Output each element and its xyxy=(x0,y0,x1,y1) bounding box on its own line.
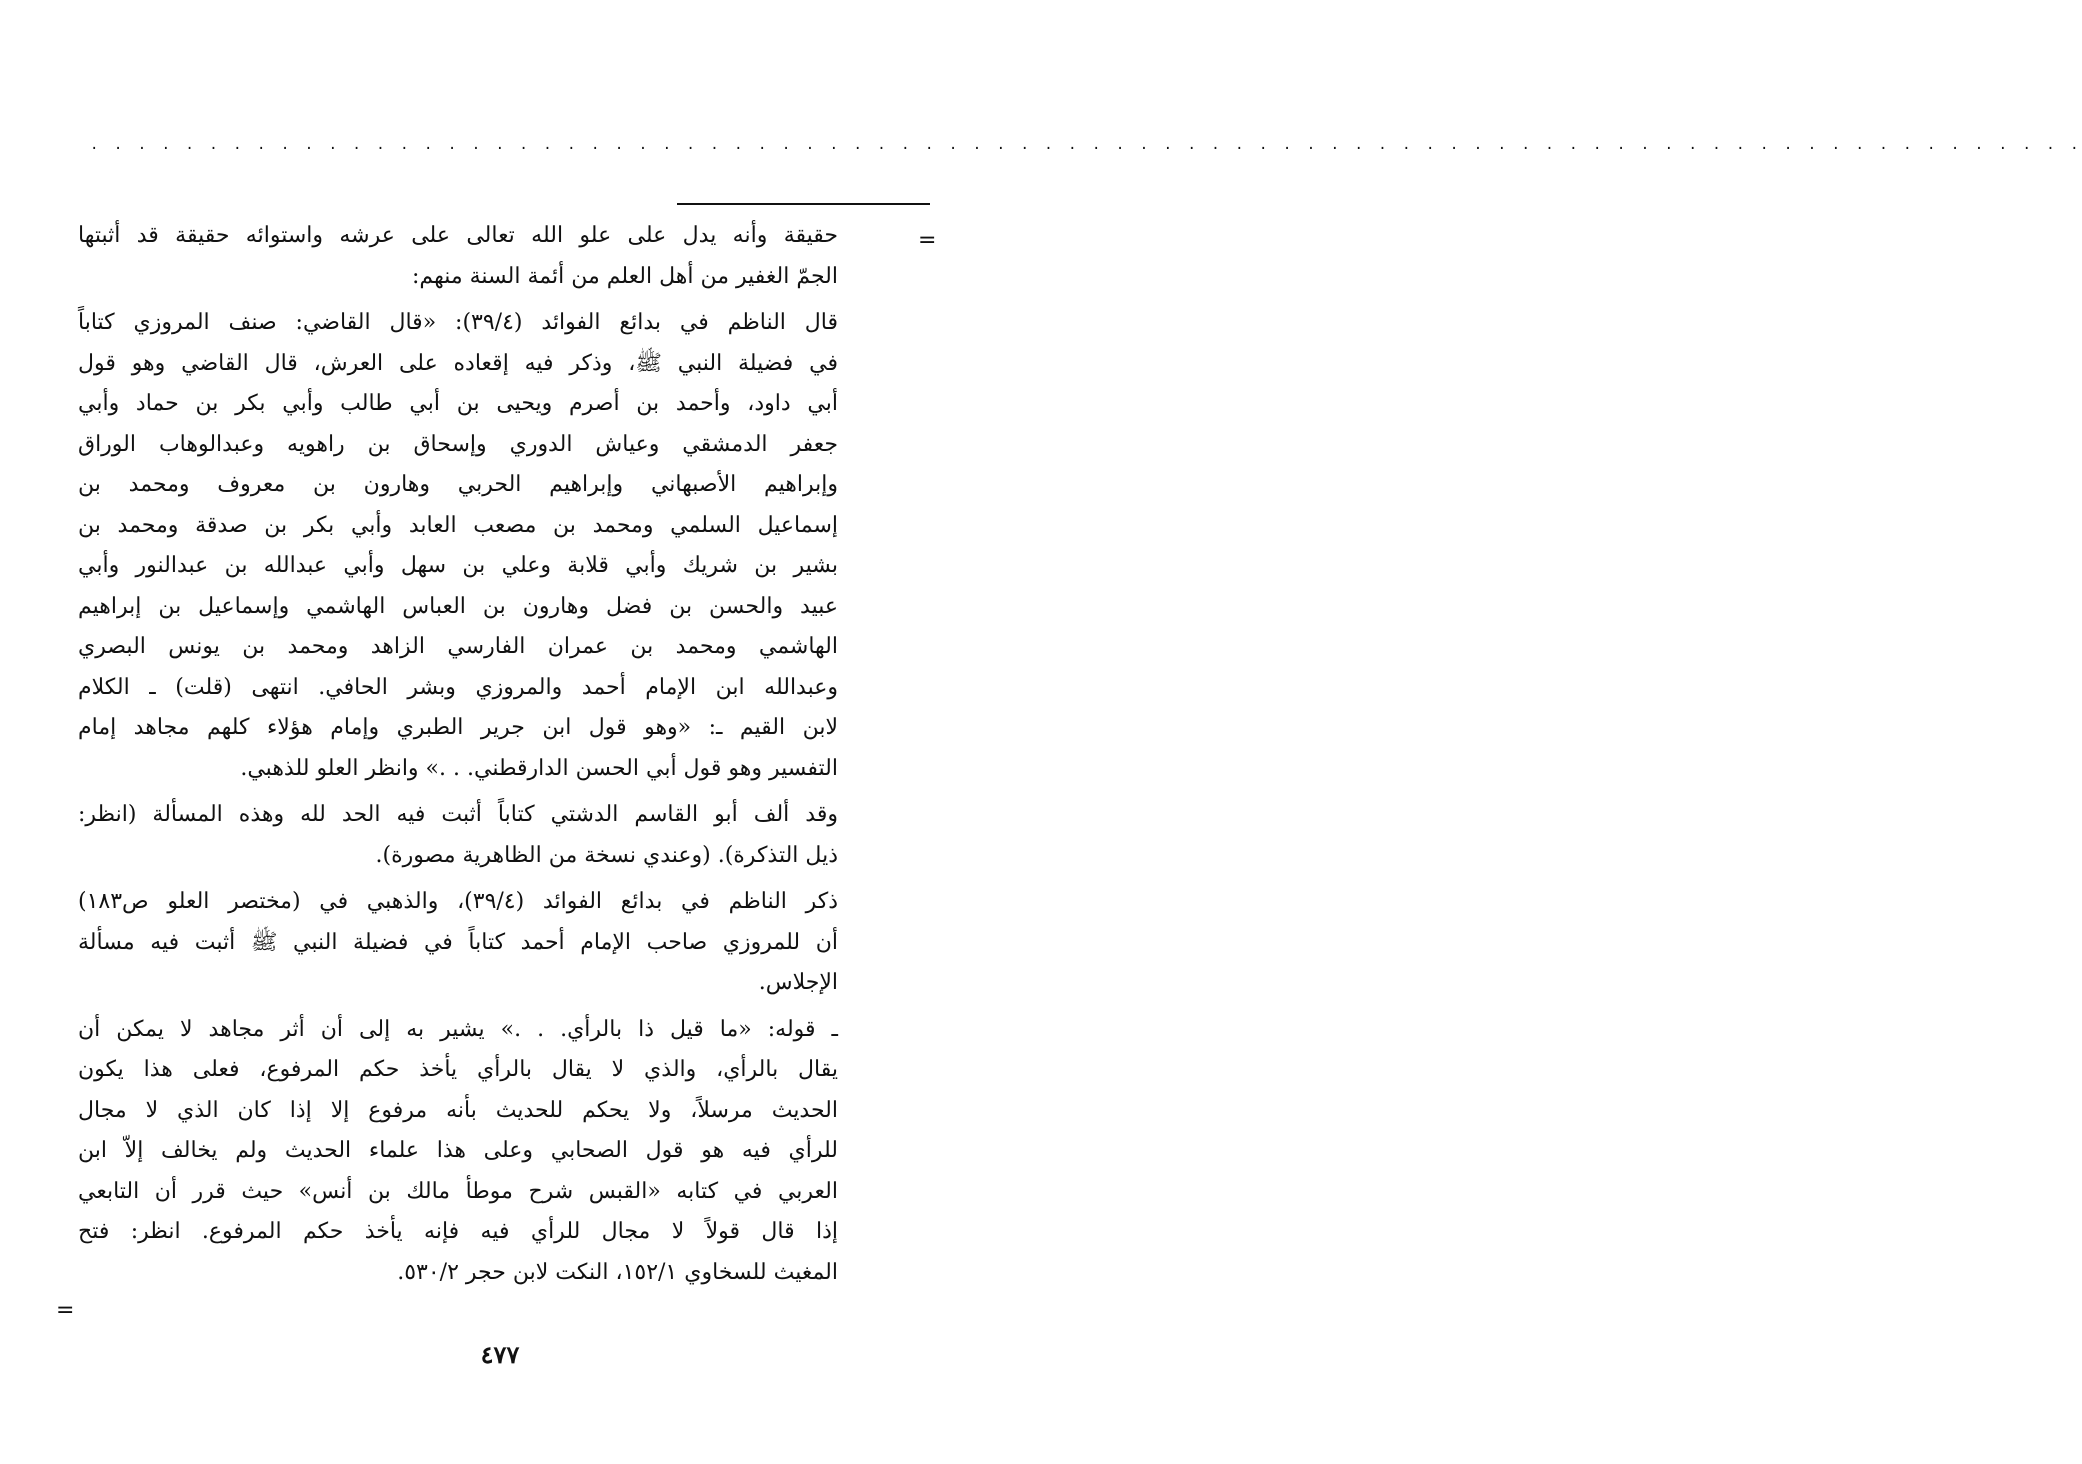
text-line: بشير بن شريك وأبي قلابة وعلي بن سهل وأبي عبدالله بن عبدالنور وأبي xyxy=(78,553,838,578)
text-line: إذا قال قولاً لا مجال للرأي فيه فإنه يأخذ حكم المرفوع. انظر: فتح xyxy=(78,1219,838,1244)
continuation-mark-bottom: = xyxy=(56,1298,75,1323)
text-line: أبي داود، وأحمد بن أصرم ويحيى بن أبي طالب وأبي بكر بن حماد وأبي xyxy=(78,391,838,416)
footnote-paragraph xyxy=(78,1010,838,1294)
footnote-paragraph xyxy=(78,216,838,297)
continuation-mark-top: = xyxy=(918,228,937,253)
text-line: المغيث للسخاوي ١٥٢/١، النكت لابن حجر ٥٣٠/٢. xyxy=(397,1259,838,1285)
text-line: الهاشمي ومحمد بن عمران الفارسي الزاهد ومحمد بن يونس البصري xyxy=(78,634,838,659)
text-line: التفسير وهو قول أبي الحسن الدارقطني. . .» وانظر العلو للذهبي. xyxy=(240,755,838,781)
text-line: الحديث مرسلاً، ولا يحكم للحديث بأنه مرفوع إلا إذا كان الذي لا مجال xyxy=(78,1097,838,1123)
footnote-paragraph xyxy=(78,882,838,1004)
text-line: وعبدالله ابن الإمام أحمد والمروزي وبشر الحافي. انتهى (قلت) ـ الكلام xyxy=(78,674,838,700)
text-line: يقال بالرأي، والذي لا يقال بالرأي يأخذ حكم المرفوع، فعلى هذا يكون xyxy=(78,1057,838,1082)
page-number: ٤٧٧ xyxy=(480,1340,520,1369)
text-line: ذيل التذكرة). (وعندي نسخة من الظاهرية مصورة). xyxy=(375,842,838,868)
text-line: إسماعيل السلمي ومحمد بن مصعب العابد وأبي بكر بن صدقة ومحمد بن xyxy=(78,512,838,538)
footnote-paragraph xyxy=(78,795,838,876)
text-line: في فضيلة النبي ﷺ، وذكر فيه إقعاده على العرش، قال القاضي وهو قول xyxy=(78,350,838,376)
text-line: عبيد والحسن بن فضل وهارون بن العباس الهاشمي وإسماعيل بن إبراهيم xyxy=(78,593,838,619)
text-line: لابن القيم ـ: «وهو قول ابن جرير الطبري وإمام هؤلاء كلهم مجاهد إمام xyxy=(78,715,838,740)
footnote-paragraph xyxy=(78,303,838,789)
dotted-separator: . . . . . . . . . . . . . . . . . . . . . . . . . . . . . . . . . . . . . . . . . . . . . . . . . . . . . . . . . . . . . . . . . . . . . . . . . . . . . . . . . . . . xyxy=(90,137,2082,153)
text-line: العربي في كتابه «القبس شرح موطأ مالك بن أنس» حيث قرر أن التابعي xyxy=(78,1178,838,1204)
text-line: ـ قوله: «ما قيل ذا بالرأي. . .» يشير به إلى أن أثر مجاهد لا يمكن أن xyxy=(78,1016,838,1042)
text-line: الإجلاس. xyxy=(758,970,838,995)
text-line: أن للمروزي صاحب الإمام أحمد كتاباً في فضيلة النبي ﷺ أثبت فيه مسألة xyxy=(78,929,838,955)
text-line: حقيقة وأنه يدل على علو الله تعالى على عرشه واستوائه حقيقة قد أثبتها xyxy=(78,223,838,248)
text-line: ذكر الناظم في بدائع الفوائد (٣٩/٤)، والذهبي في (مختصر العلو ص١٨٣) xyxy=(78,889,839,914)
footnotes-block xyxy=(78,216,838,1299)
text-line: قال الناظم في بدائع الفوائد (٣٩/٤): «قال القاضي: صنف المروزي كتاباً xyxy=(78,310,839,335)
text-line: للرأي فيه هو قول الصحابي وعلى هذا علماء الحديث ولم يخالف إلاّ ابن xyxy=(78,1138,838,1163)
text-line: جعفر الدمشقي وعياش الدوري وإسحاق بن راهويه وعبدالوهاب الوراق xyxy=(78,431,838,457)
text-line: وإبراهيم الأصبهاني وإبراهيم الحربي وهارون بن معروف ومحمد بن xyxy=(78,472,838,497)
text-line: الجمّ الغفير من أهل العلم من أئمة السنة منهم: xyxy=(412,263,838,289)
footnote-rule xyxy=(677,203,930,205)
text-line: وقد ألف أبو القاسم الدشتي كتاباً أثبت فيه الحد لله وهذه المسألة (انظر: xyxy=(78,802,838,827)
